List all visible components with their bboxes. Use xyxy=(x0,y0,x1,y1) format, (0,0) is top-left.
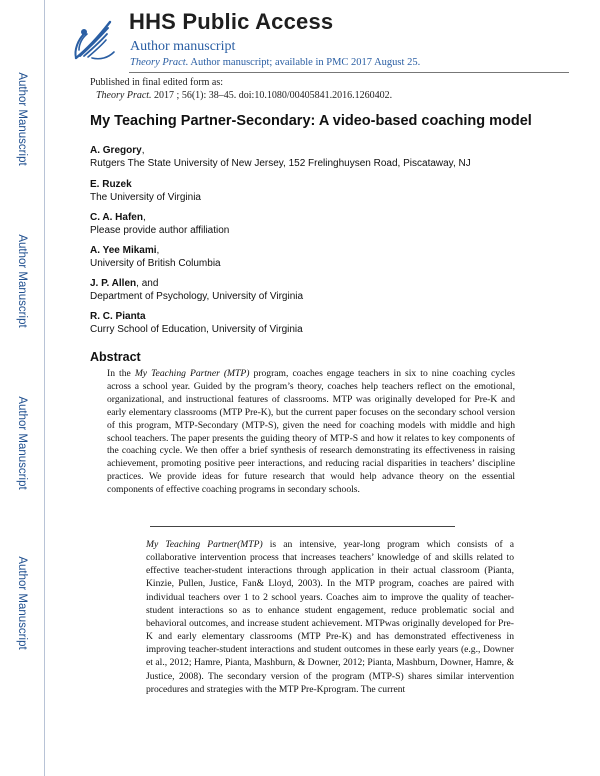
author-suffix: , xyxy=(156,245,160,256)
sidebar-label: Author Manuscript xyxy=(16,234,28,328)
author-affiliation: Please provide author affiliation xyxy=(90,225,230,236)
author-name: A. Gregory xyxy=(90,145,142,156)
author-block xyxy=(90,211,229,237)
author-affiliation: Rutgers The State University of New Jersey, 152 Frelinghuysen Road, Piscataway, NJ xyxy=(90,158,471,169)
paper-title: My Teaching Partner-Secondary: A video-based coaching model xyxy=(90,113,532,129)
hhs-public-access-title: HHS Public Access xyxy=(129,9,334,34)
author-affiliation: Curry School of Education, University of Virginia xyxy=(90,324,303,335)
abstract-text: program, coaches engage teachers in six to nine coaching cycles across a school year. Guided by the program’s theory, coaches help teachers reflect on the emotional, organizational, and instructional features of classrooms. MTP was originally developed for Pre-K and early elementary classrooms (MTP Pre-K), but the current paper focuses on the secondary school version of this program, MTP-Secondary (MTP-S), given the need for coaching models with middle and high school teachers. The paper presents the guiding theory of MTP-S and how it relates to key components of the coaching cycle. We then offer a brief synthesis of research demonstrating its effectiveness in raising achievement, promoting positive peer interactions, and reducing racial disparities in teachers’ discipline practices. We provide ideas for future research that would help advance theory on the essential components of effective coaching programs in secondary schools. xyxy=(107,368,515,496)
author-block xyxy=(90,178,201,204)
hhs-eagle-logo-icon xyxy=(70,14,118,66)
author-manuscript-label: Author manuscript xyxy=(130,39,236,54)
journal-abbrev: Theory Pract. xyxy=(130,57,189,68)
author-name: E. Ruzek xyxy=(90,179,132,190)
abstract-lead: In the xyxy=(107,368,135,379)
author-suffix: , xyxy=(141,145,145,156)
author-name: A. Yee Mikami xyxy=(90,245,157,256)
abstract-body xyxy=(107,368,515,497)
abstract-program-name: My Teaching Partner (MTP) xyxy=(134,368,250,379)
left-margin-bar xyxy=(0,0,45,776)
author-affiliation: Department of Psychology, University of Virginia xyxy=(90,291,304,302)
sidebar-label: Author Manuscript xyxy=(16,556,28,650)
citation-details: 2017 ; 56(1): 38–45. doi:10.1080/00405841.2016.1260402. xyxy=(151,90,393,101)
citation-line xyxy=(96,90,392,101)
author-block xyxy=(90,244,221,270)
sidebar-label: Author Manuscript xyxy=(16,396,28,490)
citation-journal: Theory Pract. xyxy=(96,90,152,101)
author-block xyxy=(90,310,303,336)
intro-paragraph xyxy=(146,538,514,696)
sidebar-label: Author Manuscript xyxy=(16,72,28,166)
availability-text: Author manuscript; available in PMC 2017 August 25. xyxy=(188,57,421,68)
author-block xyxy=(90,144,471,170)
author-affiliation: The University of Virginia xyxy=(90,192,201,203)
author-suffix: , and xyxy=(136,278,159,289)
author-affiliation: University of British Columbia xyxy=(90,258,221,269)
author-suffix: , xyxy=(142,212,146,223)
author-name: J. P. Allen xyxy=(90,278,137,289)
author-name: C. A. Hafen xyxy=(90,212,143,223)
abstract-heading: Abstract xyxy=(90,350,141,364)
body-text: is an intensive, year-long program which consists of a collaborative intervention process that increases teachers’ knowledge of and skills related to effective teacher-student interactions through application in their actual classroom (Pianta, Kinzie, Pullen, Justice, Fan& Lloyd, 2003). In the MTP program, coaches are paired with individual teachers over 1 to 2 school years. Coaches aim to improve the quality of teacher-student interactions so as to enhance student engagement, reduce problematic social and behavioral outcomes, and increase student achievement. MTPwas originally developed for Pre-K and early elementary classrooms (MTP Pre-K) and has demonstrated effectiveness in improving teacher-student interactions and student outcomes in these early years (e.g., Downer et al., 2012; Hamre, Pianta, Mashburn, & Downer, 2012; Pianta, Mashburn, Downer, Hamre, & Justice, 2008). The secondary version of the program (MTP-S) shares similar intervention procedures and strategies with the MTP Pre-Kprogram. The current xyxy=(146,539,514,695)
body-program-name: My Teaching Partner(MTP) xyxy=(146,539,263,550)
section-separator xyxy=(150,526,455,527)
published-in-label: Published in final edited form as: xyxy=(90,77,224,88)
journal-availability-line xyxy=(130,57,420,68)
author-block xyxy=(90,277,303,303)
author-name: R. C. Pianta xyxy=(90,311,146,322)
header-rule xyxy=(129,72,569,73)
